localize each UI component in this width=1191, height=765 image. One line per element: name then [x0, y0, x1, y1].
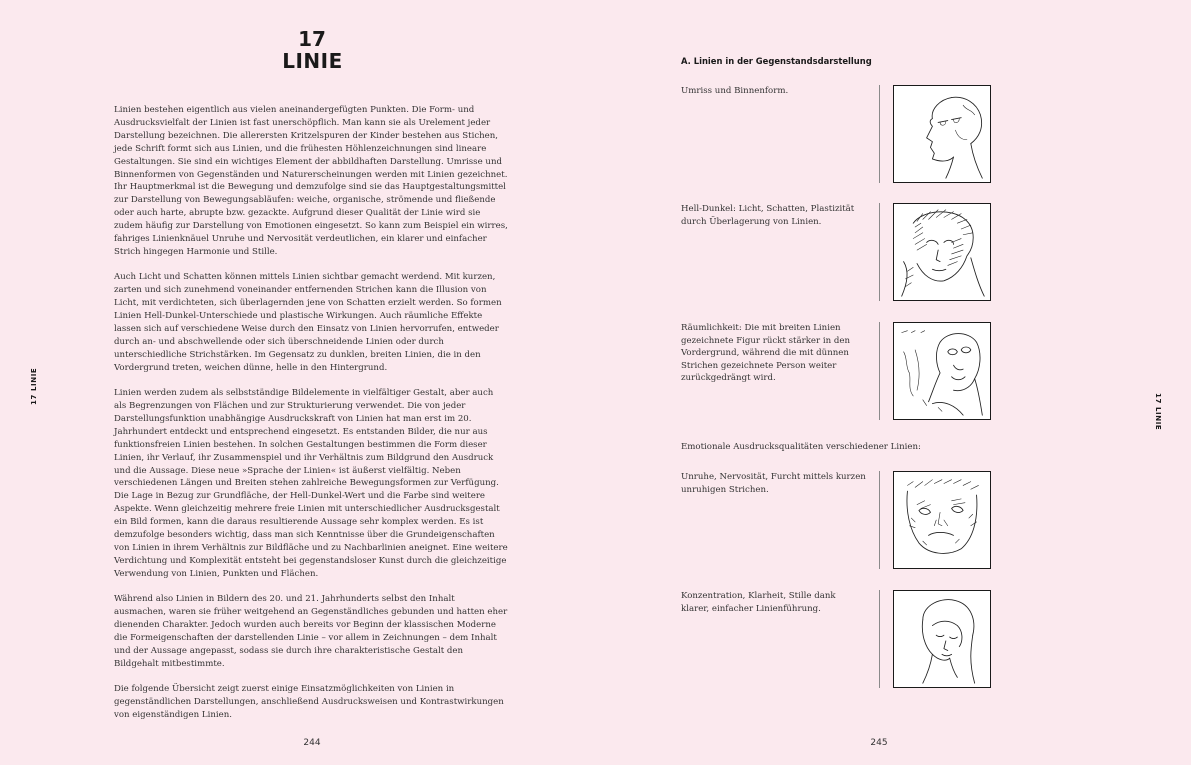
divider-line: [879, 590, 880, 688]
body-paragraph: Linien bestehen eigentlich aus vielen aneinandergefügten Punkten. Die Form- und Ausdrucksvielfalt der Linien ist fast unerschöpflich. Man kann sie als Urelement jeder Darstellung bezeichnen. Die allerersten Kritzelspuren der Kinder bestehen aus Stichen, jede Schrift formt sich aus Linien, und die frühesten Höhlenzeichnungen sind lineare Gestaltungen. Sie sind ein wichtiges Element der abbildhaften Darstellung. Umrisse und Binnenformen von Gegenständen und Naturerscheinungen werden mit Linien gezeichnet. Ihr Hauptmerkmal ist die Bewegung und demzufolge sind sie das Hauptgestaltungsmittel zur Darstellung von Bewegungsabläufen: weiche, organische, strömende und fließende oder auch harte, abrupte bzw. gezackte. Aufgrund dieser Qualität der Linie wird sie zudem häufig zur Darstellung von Emotionen eingesetzt. So kann zum Beispiel ein wirres, fahriges Linienknäuel Unruhe und Nervosität verdeutlichen, ein klarer und einfacher Strich hingegen Harmonie und Stille.: [114, 105, 508, 257]
figure-caption: Räumlichkeit: Die mit breiten Linien gezeichnete Figur rückt stärker in den Vordergrund, während die mit dünnen Strichen gezeichnete Person weiter zurückgedrängt wird.: [681, 323, 850, 384]
divider-line: [879, 203, 880, 301]
figure-light-shadow-portrait: [893, 203, 991, 301]
side-tab-left: 17 LINIE: [30, 367, 38, 405]
figure-calm-portrait: [893, 590, 991, 688]
body-paragraph: Während also Linien in Bildern des 20. und 21. Jahrhunderts selbst den Inhalt ausmachen, waren sie früher weitgehend an Gegenständliches gebunden und hatten eher dienenden Charakter. Jedoch wurden auch bereits vor Beginn der klassischen Moderne die Formeigenschaften der darstellenden Linie – vor allem in Zeichnungen – dem Inhalt und der Aussage angepasst, sodass sie durch ihre charakteristische Gestalt den Bildgehalt mitbestimmte.: [114, 594, 508, 669]
nervous-sketch-icon: [894, 472, 990, 568]
side-tab-right: 17 LINIE: [1154, 393, 1162, 431]
page-number-left: 244: [303, 738, 321, 748]
body-paragraph: Auch Licht und Schatten können mittels Linien sichtbar gemacht werdend. Mit kurzen, zarten und sich zunehmend voneinander entfernenden Strichen kann die Illusion von Licht, mit verdichteten, sich überlagernden jene von Schatten erzielt werden. So formen Linien Hell-Dunkel-Unterschiede und plastische Wirkungen. Auch räumliche Effekte lassen sich auf verschiedene Weise durch den Einsatz von Linien hervorrufen, entweder durch an- und abschwellende oder sich überschneidende Linien oder durch unterschiedliche Strichstärken. Im Gegensatz zu dunklen, breiten Linien, die in den Vordergrund treten, weichen dünne, helle in den Hintergrund.: [114, 272, 502, 373]
divider-line: [879, 471, 880, 569]
calm-sketch-icon: [894, 591, 990, 687]
body-paragraph: Linien werden zudem als selbstständige Bildelemente in vielfältiger Gestalt, aber auch als Begrenzungen von Flächen und zur Strukturierung verwendet. Die von jeder Darstellungsfunktion unabhängige Ausdruckskraft von Linien hat man erst im 20. Jahrhundert entdeckt und entsprechend eingesetzt. Es entstanden Bilder, die nur aus funktionsfreien Linien bestehen. In solchen Gestaltungen bestimmen die Form dieser Linien, ihr Verlauf, ihr Zusammenspiel und ihr Verhältnis zum Bildgrund den Ausdruck und die Aussage. Diese neue »Sprache der Linien« ist äußerst vielfältig. Neben verschiedenen Längen und Breiten stehen zahlreiche Bewegungsformen zur Verfügung. Die Lage in Bezug zur Grundfläche, der Hell-Dunkel-Wert und die Farbe sind weitere Aspekte. Wenn gleichzeitig mehrere freie Linien mit unterschiedlicher Ausdrucksgestalt ein Bild formen, kann die daraus resultierende Aussage sehr komplex werden. Es ist demzufolge besonders wichtig, dass man sich Kenntnisse über die Grundeigenschaften von Linien in ihrem Verhältnis zur Bildfläche und zu Nachbarlinien aneignet. Eine weitere Verdichtung und Komplexität entsteht bei gegenstandsloser Kunst durch die gleichzeitige Verwendung von Linien, Punkten und Flächen.: [114, 388, 508, 579]
body-paragraph: Die folgende Übersicht zeigt zuerst einige Einsatzmöglichkeiten von Linien in gegenständlichen Darstellungen, anschließend Ausdrucksweisen und Kontrastwirkungen von eigenständigen Linien.: [114, 684, 504, 720]
figure-spatial-two-figures: [893, 322, 991, 420]
figure-caption: Umriss und Binnenform.: [681, 86, 789, 96]
chapter-title: LINIE: [282, 49, 343, 73]
page-number-right: 245: [870, 738, 888, 748]
hatched-sketch-icon: [894, 204, 990, 300]
divider-line: [879, 322, 880, 420]
divider-line: [879, 85, 880, 183]
figure-caption: Konzentration, Klarheit, Stille dank klarer, einfacher Linienführung.: [681, 591, 836, 614]
outline-sketch-icon: [894, 86, 990, 182]
chapter-number: 17: [298, 27, 326, 51]
section-heading: A. Linien in der Gegenstandsdarstellung: [681, 56, 872, 66]
body-text: [114, 104, 508, 734]
figure-outline-portrait: [893, 85, 991, 183]
section-subheading: Emotionale Ausdrucksqualitäten verschiedener Linien:: [681, 442, 921, 452]
figure-caption: Hell-Dunkel: Licht, Schatten, Plastizität durch Überlagerung von Linien.: [681, 204, 855, 227]
figure-nervous-face: [893, 471, 991, 569]
spatial-sketch-icon: [894, 323, 990, 419]
figure-caption: Unruhe, Nervosität, Furcht mittels kurzen unruhigen Strichen.: [681, 472, 866, 495]
